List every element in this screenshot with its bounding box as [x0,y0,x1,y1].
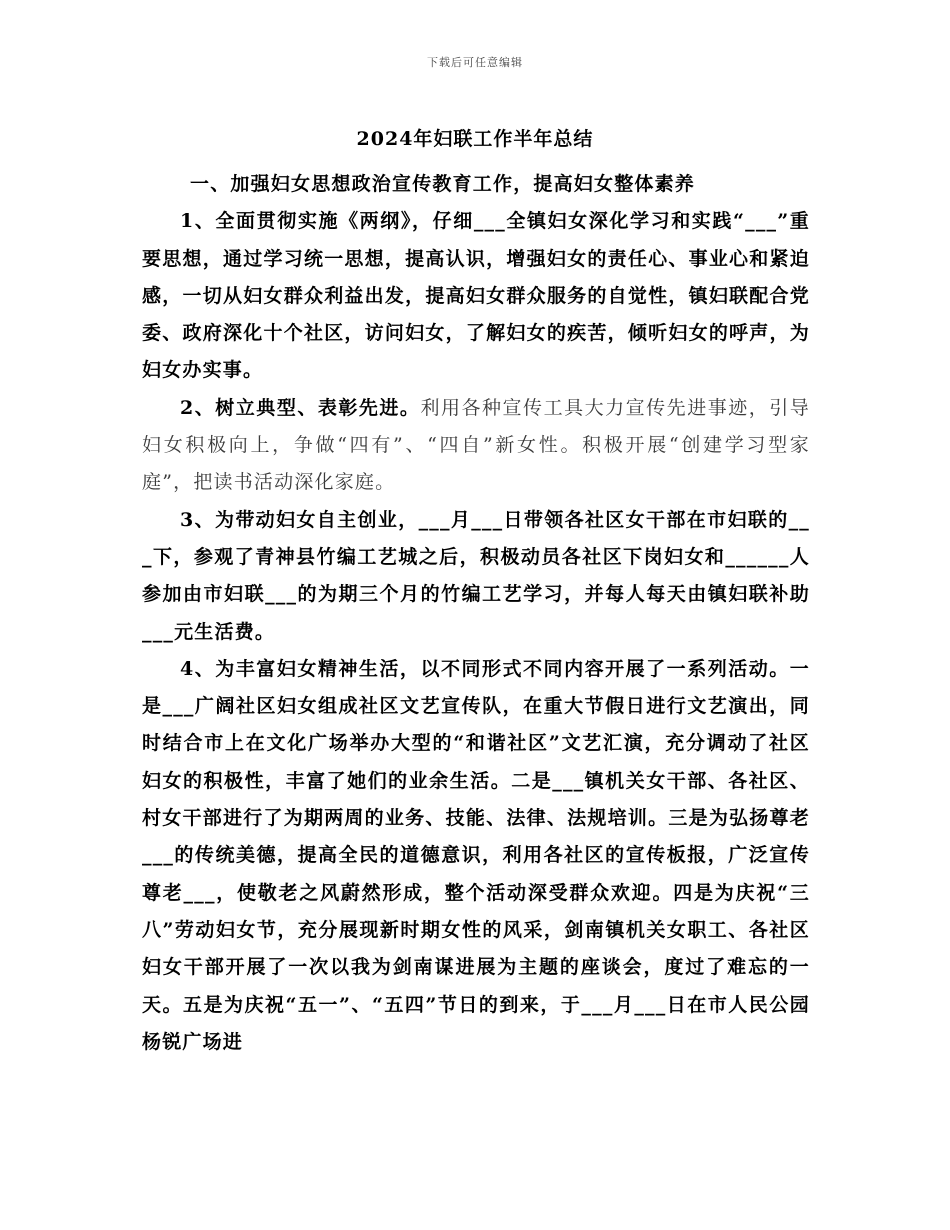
paragraph-2-body: 利用各种宣传工具大力宣传先进事迹，引导妇女积极向上，争做“四有”、“四自”新女性。积极开展“创建学习型家庭”，把读书活动深化家庭。 [142,396,810,494]
paragraph-3: 3、为带动妇女自主创业，___月___日带领各社区女干部在市妇联的___下，参观了青神县竹编工艺城之后，积极动员各社区下岗妇女和______人参加由市妇联___的为期三个月的竹编工艺学习，并每人每天由镇妇联补助___元生活费。 [142,508,810,643]
paragraph-2-lead: 2、树立典型、表彰先进。 [180,396,421,419]
document-title: 2024年妇联工作半年总结 [356,128,594,150]
document-body [142,166,810,1061]
header-note: 下载后可任意编辑 [427,56,523,69]
paragraph-2 [142,390,810,502]
paragraph-4: 4、为丰富妇女精神生活，以不同形式不同内容开展了一系列活动。一是___广阔社区妇女组成社区文艺宣传队，在重大节假日进行文艺演出，同时结合市上在文化广场举办大型的“和谐社区”文艺汇演，充分调动了社区妇女的积极性，丰富了她们的业余生活。二是___镇机关女干部、各社区、村女干部进行了为期两周的业务、技能、法律、法规培训。三是为弘扬尊老___的传统美德，提高全民的道德意识，利用各社区的宣传板报，广泛宣传尊老___，使敬老之风蔚然形成，整个活动深受群众欢迎。四是为庆祝“三八”劳动妇女节，充分展现新时期女性的风采，剑南镇机关女职工、各社区妇女干部开展了一次以我为剑南谋进展为主题的座谈会，度过了难忘的一天。五是为庆祝“五一”、“五四”节日的到来，于___月___日在市人民公园杨锐广场进 [142,657,810,1053]
paragraph-1: 1、全面贯彻实施《两纲》，仔细___全镇妇女深化学习和实践“___”重要思想，通过学习统一思想，提高认识，增强妇女的责任心、事业心和紧迫感，一切从妇女群众利益出发，提高妇女群众服务的自觉性，镇妇联配合党委、政府深化十个社区，访问妇女，了解妇女的疾苦，倾听妇女的呼声，为妇女办实事。 [142,210,810,382]
section-heading: 一、加强妇女思想政治宣传教育工作，提高妇女整体素养 [190,173,696,195]
